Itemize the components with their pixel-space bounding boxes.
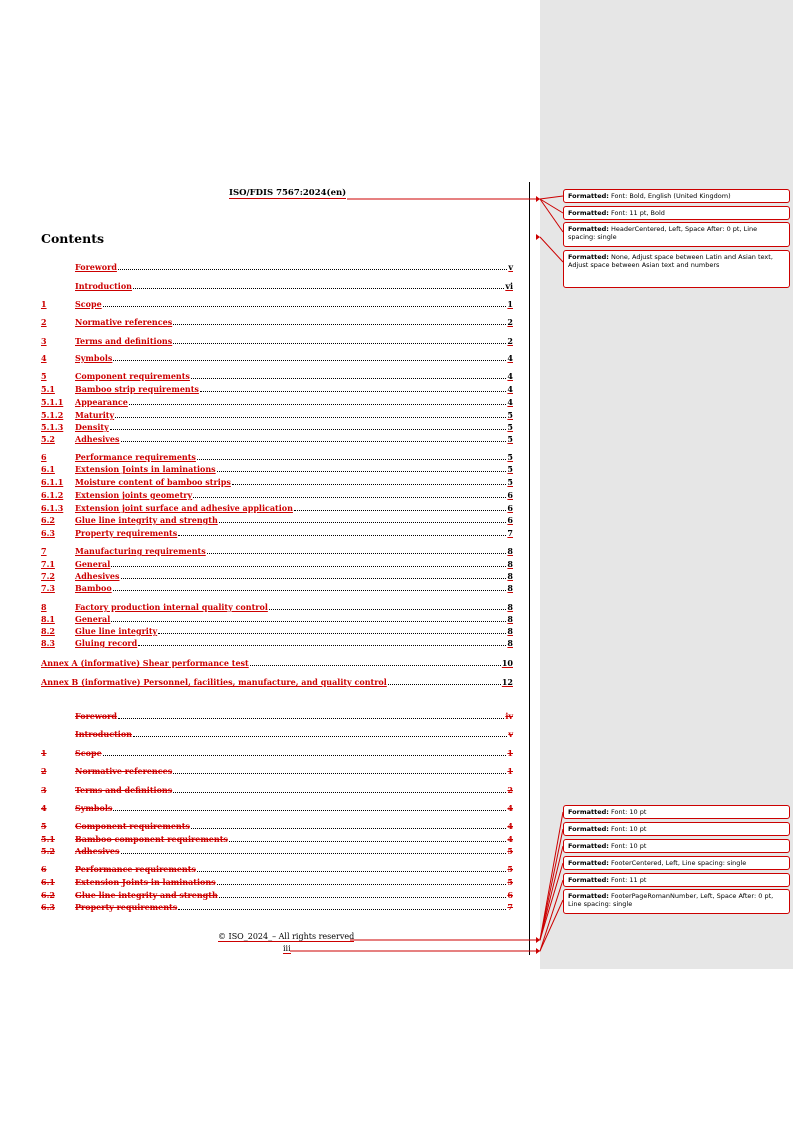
toc-entry-page: 8	[507, 638, 513, 648]
toc-entry-number: 5.1	[41, 834, 55, 844]
toc-entry-page: 4	[507, 397, 513, 407]
connector-line	[290, 900, 563, 951]
toc-entry-title[interactable]: Glue line integrity	[75, 626, 158, 636]
toc-entry-number: 6	[41, 864, 47, 874]
toc-entry-page: 12	[501, 677, 513, 687]
comment-label: Formatted:	[568, 842, 609, 850]
toc-entry-number: 5.1.2	[41, 410, 64, 420]
comment-label: Formatted:	[568, 892, 609, 900]
connector-line	[350, 812, 563, 940]
toc-entry-title[interactable]: Adhesives	[75, 571, 120, 581]
toc-entry-page: 4	[507, 353, 513, 363]
toc-entry-title[interactable]: Bamboo component requirements	[75, 834, 228, 844]
toc-entry-page: 5	[507, 877, 513, 887]
toc-entry-number: 5.1	[41, 384, 55, 394]
toc-entry-title[interactable]: Extension Joints in laminations	[75, 464, 216, 474]
connector-line	[540, 880, 563, 951]
toc-entry-number: 7.1	[41, 559, 55, 569]
toc-entry-title[interactable]: Foreword	[75, 262, 117, 272]
comment-text: HeaderCentered, Left, Space After: 0 pt, Line spacing: single	[568, 225, 758, 241]
toc-entry-number: 8	[41, 602, 47, 612]
toc-entry-number: 5.1.1	[41, 397, 64, 407]
connector-line	[540, 237, 563, 262]
comment-label: Formatted:	[568, 876, 609, 884]
header-doc-id[interactable]: ISO/FDIS 7567:2024(en)	[229, 188, 347, 198]
connector-line	[347, 196, 563, 199]
toc-entry-page: 2	[507, 317, 513, 327]
toc-entry-page: vi	[505, 281, 513, 291]
toc-entry-title[interactable]: Symbols	[75, 803, 113, 813]
toc-entry-page: 6	[507, 490, 513, 500]
toc-entry-page: 5	[507, 477, 513, 487]
toc-entry-number: 6.3	[41, 902, 55, 912]
toc-entry-number: 6	[41, 452, 47, 462]
toc-entry-page: 5	[507, 422, 513, 432]
toc-entry-title[interactable]: Factory production internal quality control	[75, 602, 268, 612]
toc-entry-title[interactable]: Bamboo	[75, 583, 112, 593]
connector-arrow	[536, 234, 540, 240]
toc-entry-page: 4	[507, 834, 513, 844]
comment-text: None, Adjust space between Latin and Asian text, Adjust space between Asian text and numbers	[568, 253, 773, 269]
toc-entry-page: 4	[507, 371, 513, 381]
toc-entry-title[interactable]: Density	[75, 422, 109, 432]
contents-heading: Contents	[41, 231, 105, 246]
toc-entry-page: 7	[507, 902, 513, 912]
comment-text: Font: 10 pt	[608, 842, 647, 850]
toc-entry-page: 5	[507, 410, 513, 420]
comment-label: Formatted:	[568, 225, 609, 233]
connector-line	[540, 199, 563, 213]
toc-entry-number: 5.2	[41, 434, 55, 444]
toc-entry-page: v	[508, 729, 513, 739]
toc-entry-title[interactable]: Bamboo strip requirements	[75, 384, 199, 394]
comment-text: Font: Bold, English (United Kingdom)	[608, 192, 731, 200]
toc-entry-title[interactable]: Foreword	[75, 711, 117, 721]
toc-entry-number: 5	[41, 371, 47, 381]
toc-entry-page: 1	[507, 299, 513, 309]
toc-entry-title[interactable]: Annex A (informative) Shear performance test	[41, 658, 249, 668]
toc-entry-title[interactable]: Glue line integrity and strength	[75, 890, 218, 900]
toc-entry-title[interactable]: Adhesives	[75, 434, 120, 444]
comment-text: Font: 11 pt, Bold	[608, 209, 665, 217]
toc-entry-page: 1	[507, 766, 513, 776]
comment-text: Font: 10 pt	[608, 808, 647, 816]
toc-entry-number: 6.1	[41, 464, 55, 474]
toc-entry-page: 6	[507, 890, 513, 900]
toc-entry-number: 8.3	[41, 638, 55, 648]
toc-entry-page: 8	[507, 583, 513, 593]
footer-page-number: iii	[283, 944, 291, 953]
toc-entry-title[interactable]: Introduction	[75, 281, 132, 291]
toc-entry-title[interactable]: Scope	[75, 748, 102, 758]
toc-entry-number: 3	[41, 785, 47, 795]
toc-entry-title[interactable]: Moisture content of bamboo strips	[75, 477, 231, 487]
footer-copyright: © ISO_2024_– All rights reserved	[218, 932, 355, 941]
toc-entry-title[interactable]: Adhesives	[75, 846, 120, 856]
toc-entry-title[interactable]: Performance requirements	[75, 452, 196, 462]
toc-entry-title[interactable]: Glue line integrity and strength	[75, 515, 218, 525]
toc-entry-number: 7.2	[41, 571, 55, 581]
toc-entry-page: 7	[507, 528, 513, 538]
toc-entry-page: 4	[507, 803, 513, 813]
toc-entry-page: 8	[507, 546, 513, 556]
toc-entry-page: 8	[507, 559, 513, 569]
toc-entry-number: 8.1	[41, 614, 55, 624]
comment-text: Font: 11 pt	[608, 876, 647, 884]
toc-entry-number: 6.3	[41, 528, 55, 538]
toc-entry-title[interactable]: Extension Joints in laminations	[75, 877, 216, 887]
toc-entry-title[interactable]: Component requirements	[75, 371, 190, 381]
toc-entry-number: 8.2	[41, 626, 55, 636]
toc-entry-number: 4	[41, 803, 47, 813]
comment-label: Formatted:	[568, 253, 609, 261]
comment-label: Formatted:	[568, 825, 609, 833]
toc-entry-number: 7.3	[41, 583, 55, 593]
toc-entry-title[interactable]: Property requirements	[75, 902, 178, 912]
toc-entry-page: v	[508, 262, 513, 272]
connector-arrow	[536, 948, 540, 954]
toc-entry-title[interactable]: Terms and definitions	[75, 785, 173, 795]
toc-entry-title[interactable]: Appearance	[75, 397, 128, 407]
toc-entry-page: 1	[507, 748, 513, 758]
comment-text: Font: 10 pt	[608, 825, 647, 833]
toc-entry-title[interactable]: Extension joints geometry	[75, 490, 193, 500]
toc-entry-page: 5	[507, 864, 513, 874]
toc-entry-number: 6.1.1	[41, 477, 64, 487]
comment-label: Formatted:	[568, 192, 609, 200]
comment-label: Formatted:	[568, 859, 609, 867]
connector-line	[540, 829, 563, 940]
toc-entry-number: 6.1	[41, 877, 55, 887]
toc-entry-page: iv	[505, 711, 513, 721]
toc-entry-title[interactable]: Symbols	[75, 353, 113, 363]
toc-entry-title[interactable]: Introduction	[75, 729, 132, 739]
toc-entry-title[interactable]: Scope	[75, 299, 102, 309]
toc-entry-number: 6.1.2	[41, 490, 64, 500]
toc-entry-title[interactable]: Extension joint surface and adhesive application	[75, 503, 293, 513]
comment-label: Formatted:	[568, 808, 609, 816]
comment-text: FooterCentered, Left, Line spacing: single	[608, 859, 747, 867]
toc-entry-number: 3	[41, 336, 47, 346]
toc-entry-page: 8	[507, 614, 513, 624]
toc-entry-page: 5	[507, 464, 513, 474]
comment-text: FooterPageRomanNumber, Left, Space After: 0 pt, Line spacing: single	[568, 892, 774, 908]
toc-entry-title[interactable]: Property requirements	[75, 528, 178, 538]
toc-entry-number: 5	[41, 821, 47, 831]
toc-entry-page: 5	[507, 452, 513, 462]
toc-entry-title[interactable]: General	[75, 614, 111, 624]
toc-entry-number: 1	[41, 748, 47, 758]
toc-entry-number: 6.1.3	[41, 503, 64, 513]
toc-entry-page: 6	[507, 515, 513, 525]
toc-entry-title[interactable]: Component requirements	[75, 821, 190, 831]
toc-entry-page: 2	[507, 336, 513, 346]
toc-entry-title[interactable]: Normative references	[75, 766, 173, 776]
toc-entry-page: 6	[507, 503, 513, 513]
toc-entry-title[interactable]: Annex B (informative) Personnel, facilities, manufacture, and quality control	[41, 677, 387, 687]
toc-entry-title[interactable]: General	[75, 559, 111, 569]
toc-entry-number: 6.2	[41, 890, 55, 900]
toc-entry-page: 4	[507, 821, 513, 831]
toc-entry-number: 7	[41, 546, 47, 556]
connector-arrow	[536, 196, 540, 202]
toc-entry-page: 10	[501, 658, 513, 668]
toc-entry-page: 8	[507, 571, 513, 581]
toc-entry-page: 5	[507, 846, 513, 856]
toc-entry-number: 6.2	[41, 515, 55, 525]
toc-entry-number: 1	[41, 299, 47, 309]
toc-entry-number: 2	[41, 766, 47, 776]
toc-entry-number: 4	[41, 353, 47, 363]
toc-entry-title[interactable]: Maturity	[75, 410, 115, 420]
toc-entry-number: 2	[41, 317, 47, 327]
toc-entry-title[interactable]: Gluing record	[75, 638, 138, 648]
comment-label: Formatted:	[568, 209, 609, 217]
toc-entry-title[interactable]: Normative references	[75, 317, 173, 327]
toc-entry-number: 5.2	[41, 846, 55, 856]
toc-entry-page: 4	[507, 384, 513, 394]
toc-entry-page: 2	[507, 785, 513, 795]
toc-entry-number: 5.1.3	[41, 422, 64, 432]
toc-entry-title[interactable]: Manufacturing requirements	[75, 546, 206, 556]
toc-entry-title[interactable]: Performance requirements	[75, 864, 196, 874]
toc-entry-title[interactable]: Terms and definitions	[75, 336, 173, 346]
toc-entry-page: 8	[507, 626, 513, 636]
toc-entry-page: 5	[507, 434, 513, 444]
toc-entry-page: 8	[507, 602, 513, 612]
connector-arrow	[536, 937, 540, 943]
connector-line	[540, 199, 563, 232]
